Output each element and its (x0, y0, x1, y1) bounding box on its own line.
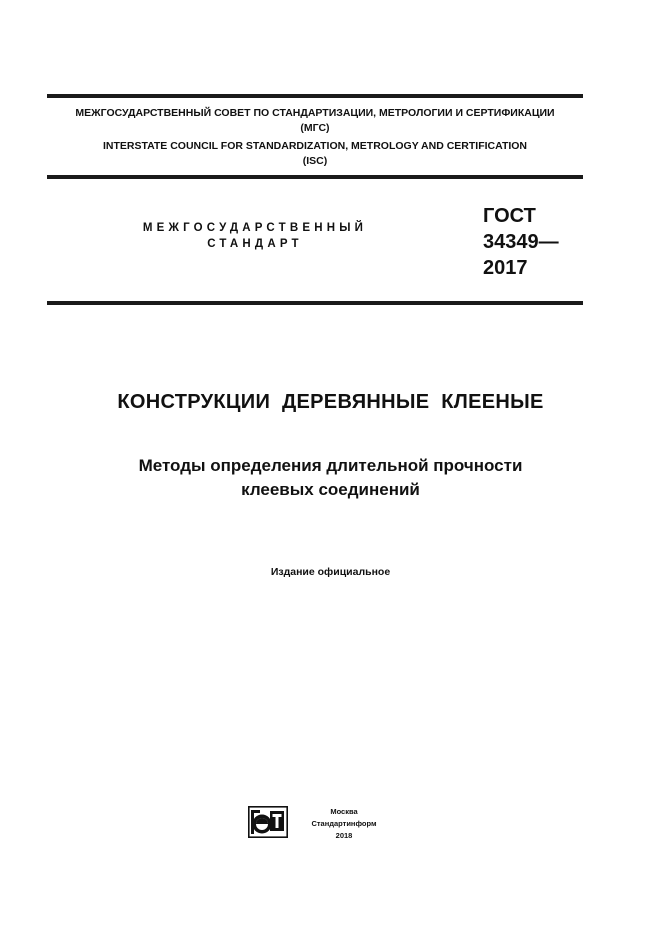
standartinform-logo-icon (248, 806, 288, 838)
standard-kind-line1: МЕЖГОСУДАРСТВЕННЫЙ (142, 222, 368, 234)
council-ru-name: МЕЖГОСУДАРСТВЕННЫЙ СОВЕТ ПО СТАНДАРТИЗАЦИИ, МЕТРОЛОГИИ И СЕРТИФИКАЦИИ (75, 107, 555, 119)
council-en-name: INTERSTATE COUNCIL FOR STANDARDIZATION, METROLOGY AND CERTIFICATION (102, 140, 528, 152)
council-ru-abbr: (МГС) (300, 122, 330, 134)
document-subtitle-line1: Методы определения длительной прочности (138, 456, 523, 475)
document-subtitle-line2: клеевых соединений (241, 480, 420, 499)
gost-number: 34349— (483, 231, 559, 253)
council-en (47, 139, 583, 169)
council-ru (47, 106, 583, 136)
publisher-city: Москва (330, 807, 358, 816)
middle-divider (47, 175, 583, 179)
council-en-abbr: (ISC) (302, 155, 328, 167)
publisher-year: 2018 (335, 831, 353, 840)
bottom-divider (47, 301, 583, 305)
edition-label: Издание официальное (270, 566, 391, 578)
gost-year: 2017 (483, 257, 528, 279)
publisher-name: Стандартинформ (311, 819, 377, 828)
gost-prefix: ГОСТ (483, 205, 536, 227)
document-title: КОНСТРУКЦИИ ДЕРЕВЯННЫЕ КЛЕЕНЫЕ (117, 391, 544, 413)
top-divider (47, 94, 583, 98)
standard-kind-line2: СТАНДАРТ (207, 238, 303, 250)
